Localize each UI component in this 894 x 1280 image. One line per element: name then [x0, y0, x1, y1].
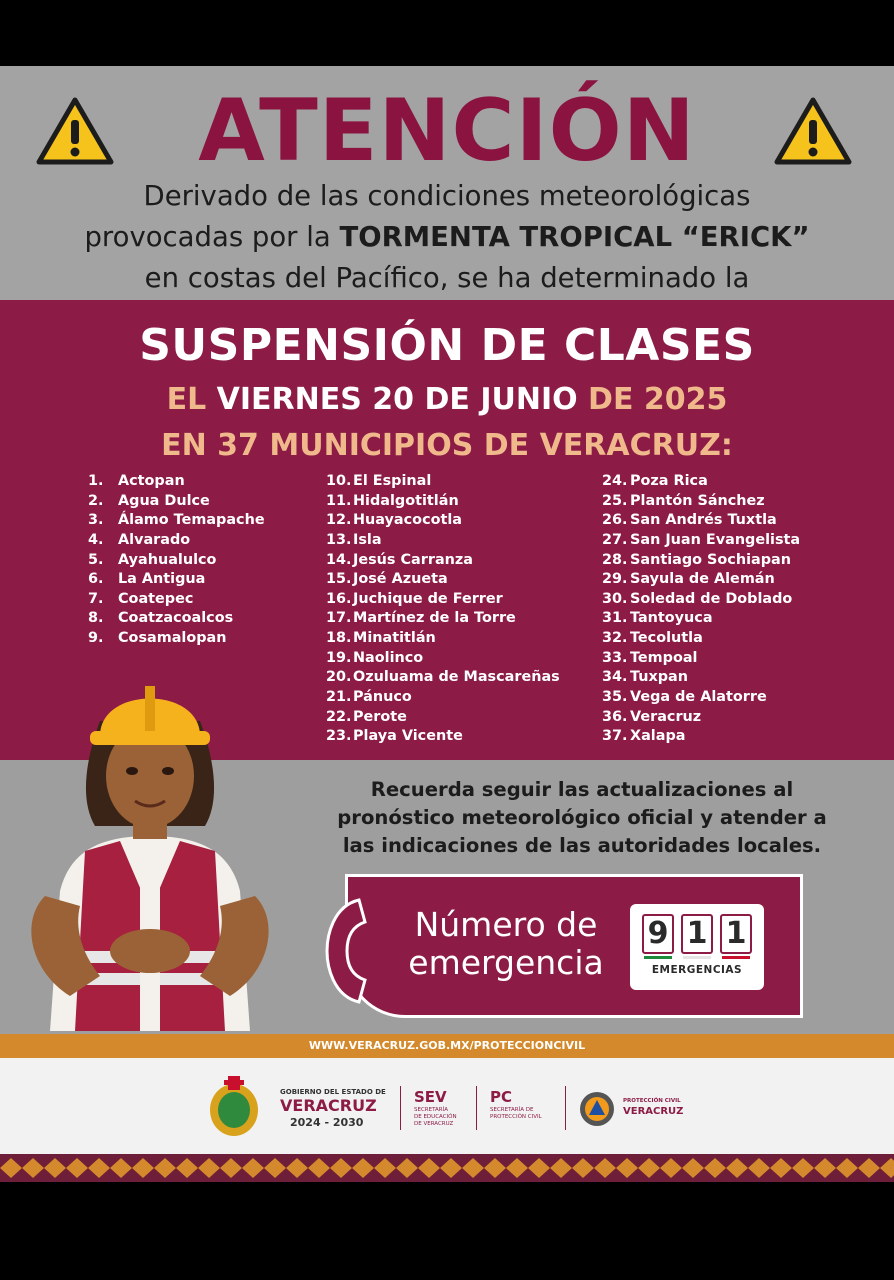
pc-subtitle-1: SECRETARÍA DE — [490, 1107, 534, 1113]
municipality-name: Plantón Sánchez — [630, 492, 765, 509]
municipality-list-1 — [88, 472, 265, 649]
municipality-number: 35. — [602, 689, 628, 706]
scope-line: EN 37 MUNICIPIOS DE VERACRUZ: — [161, 428, 733, 463]
municipality-item — [602, 727, 800, 747]
intro-line-2-text: provocadas por la — [84, 221, 340, 253]
municipality-number: 12. — [326, 512, 352, 529]
municipality-item — [326, 472, 560, 492]
municipality-item — [326, 609, 560, 629]
municipality-name: Juchique de Ferrer — [353, 590, 503, 607]
municipality-item — [602, 649, 800, 669]
municipality-item — [88, 629, 265, 649]
municipality-number: 32. — [602, 630, 628, 647]
poster — [0, 66, 894, 1182]
municipality-name: El Espinal — [353, 473, 432, 489]
municipality-name: Sayula de Alemán — [630, 571, 775, 588]
pc-logo-text: PC — [490, 1088, 513, 1106]
pcv-subtitle: PROTECCIÓN CIVIL — [623, 1098, 681, 1104]
municipality-name: Huayacocotla — [353, 512, 463, 529]
municipality-item — [602, 551, 800, 571]
gov-years-text: 2024 - 2030 — [290, 1116, 364, 1129]
municipality-name: Veracruz — [630, 708, 702, 725]
municipality-item — [326, 511, 560, 531]
divider — [400, 1086, 401, 1130]
website-url-text[interactable]: WWW.VERACRUZ.GOB.MX/PROTECCIONCIVIL — [308, 1039, 586, 1052]
municipality-name: Soledad de Doblado — [630, 590, 793, 607]
municipality-number: 4. — [88, 531, 104, 548]
municipality-number: 21. — [326, 689, 352, 706]
municipality-name: Agua Dulce — [118, 492, 210, 509]
municipality-item — [602, 668, 800, 688]
municipality-number: 26. — [602, 512, 628, 529]
intro-text — [20, 176, 874, 299]
municipality-item — [602, 629, 800, 649]
municipality-number: 34. — [602, 669, 628, 686]
municipality-item — [326, 708, 560, 728]
municipality-number: 22. — [326, 708, 352, 725]
gov-veracruz-text: VERACRUZ — [280, 1096, 377, 1115]
municipality-item — [326, 531, 560, 551]
date-year: DE 2025 — [577, 382, 728, 417]
municipality-item — [326, 688, 560, 708]
flag-stripe-white — [683, 956, 711, 959]
municipality-name: José Azueta — [353, 571, 448, 588]
municipality-number: 11. — [326, 492, 352, 509]
reminder-line-2: pronóstico meteorológico oficial y atender a — [337, 806, 827, 829]
date-line — [0, 376, 894, 424]
footer-logos — [0, 1058, 894, 1154]
municipality-item — [88, 511, 265, 531]
municipality-item — [602, 531, 800, 551]
municipality-item — [326, 590, 560, 610]
municipality-name: Hidalgotitlán — [353, 492, 459, 509]
municipality-item — [326, 649, 560, 669]
municipality-item — [88, 492, 265, 512]
headline: SUSPENSIÓN DE CLASES — [139, 320, 755, 371]
municipality-item — [88, 570, 265, 590]
reminder-text — [300, 776, 864, 860]
municipality-name: Pánuco — [353, 689, 412, 706]
municipality-list-2 — [326, 472, 560, 747]
municipality-name: Alvarado — [118, 531, 191, 548]
municipality-number: 31. — [602, 610, 628, 627]
municipality-number: 5. — [88, 551, 104, 568]
civil-protection-emblem-icon — [578, 1090, 616, 1128]
municipality-item — [326, 727, 560, 747]
municipality-number: 2. — [88, 492, 104, 509]
intro-line-1: Derivado de las condiciones meteorológicas — [143, 180, 751, 212]
municipality-name: Jesús Carranza — [353, 551, 474, 568]
sev-subtitle-3: DE VERACRUZ — [414, 1121, 454, 1127]
municipality-item — [602, 472, 800, 492]
pc-subtitle-2: PROTECCIÓN CIVIL — [490, 1114, 542, 1120]
municipality-item — [602, 609, 800, 629]
reminder-line-3: las indicaciones de las autoridades locales. — [342, 834, 822, 857]
municipality-name: Álamo Temapache — [118, 512, 265, 529]
municipality-item — [88, 590, 265, 610]
municipality-name: Tecolutla — [630, 630, 703, 647]
municipality-item — [602, 688, 800, 708]
emergency-label — [386, 906, 626, 982]
municipality-item — [88, 609, 265, 629]
emergency-911-badge — [630, 904, 764, 990]
municipality-item — [326, 668, 560, 688]
municipality-name: San Andrés Tuxtla — [630, 512, 777, 529]
badge-digit-2: 1 — [681, 914, 713, 954]
municipality-name: Coatepec — [118, 590, 194, 607]
municipality-number: 20. — [326, 669, 352, 686]
municipality-number: 27. — [602, 531, 628, 548]
municipality-name: Ayahualulco — [118, 551, 217, 568]
sev-subtitle-1: SECRETARÍA — [414, 1107, 449, 1113]
municipality-number: 24. — [602, 473, 628, 489]
website-url[interactable] — [0, 1034, 894, 1058]
municipality-name: Tuxpan — [630, 669, 689, 686]
municipality-item — [88, 551, 265, 571]
municipality-item — [326, 570, 560, 590]
decorative-border — [0, 1154, 894, 1182]
municipality-name: Ozuluama de Mascareñas — [353, 669, 560, 686]
municipality-number: 19. — [326, 649, 352, 666]
municipality-name: Cosamalopan — [118, 630, 227, 647]
date-main: VIERNES 20 DE JUNIO — [216, 382, 578, 417]
flag-stripe-red — [722, 956, 750, 959]
municipality-name: Santiago Sochiapan — [630, 551, 791, 568]
badge-digit-3: 1 — [720, 914, 752, 954]
date-prefix: EL — [166, 382, 217, 417]
divider — [565, 1086, 566, 1130]
municipality-name: Tantoyuca — [630, 610, 713, 627]
municipality-name: Tempoal — [630, 649, 698, 666]
municipality-number: 9. — [88, 630, 104, 647]
municipality-number: 3. — [88, 512, 104, 529]
flag-stripe-green — [644, 956, 672, 959]
municipality-number: 15. — [326, 571, 352, 588]
municipality-item — [326, 492, 560, 512]
municipality-name: Perote — [353, 708, 407, 725]
municipality-name: San Juan Evangelista — [630, 531, 801, 548]
sev-logo-text: SEV — [414, 1088, 447, 1106]
municipality-item — [602, 590, 800, 610]
gov-small-text: GOBIERNO DEL ESTADO DE — [280, 1088, 386, 1096]
municipality-name: Martínez de la Torre — [353, 610, 516, 627]
municipality-number: 28. — [602, 551, 628, 568]
intro-line-3: en costas del Pacífico, se ha determinado la — [144, 262, 750, 294]
municipality-name: La Antigua — [118, 571, 206, 588]
municipality-number: 33. — [602, 649, 628, 666]
municipality-name: Actopan — [118, 473, 185, 489]
sev-subtitle-2: DE EDUCACIÓN — [414, 1114, 457, 1120]
sev-subtitle — [414, 1107, 457, 1128]
municipality-number: 10. — [326, 473, 352, 489]
municipality-list-3 — [602, 472, 800, 747]
reminder-line-1: Recuerda seguir las actualizaciones al — [370, 778, 794, 801]
municipality-number: 18. — [326, 630, 352, 647]
municipality-number: 13. — [326, 531, 352, 548]
municipality-number: 25. — [602, 492, 628, 509]
page-title: ATENCIÓN — [198, 81, 696, 181]
badge-label: EMERGENCIAS — [651, 964, 743, 976]
municipality-name: Isla — [353, 531, 382, 548]
municipality-number: 36. — [602, 708, 628, 725]
municipality-name: Xalapa — [630, 728, 686, 745]
municipality-number: 17. — [326, 610, 352, 627]
municipality-item — [602, 492, 800, 512]
municipality-number: 1. — [88, 473, 104, 489]
municipality-number: 29. — [602, 571, 628, 588]
divider — [476, 1086, 477, 1130]
municipality-item — [326, 551, 560, 571]
municipality-number: 8. — [88, 610, 104, 627]
municipality-name: Vega de Alatorre — [630, 689, 767, 706]
municipality-number: 16. — [326, 590, 352, 607]
municipality-number: 14. — [326, 551, 352, 568]
municipality-number: 37. — [602, 728, 628, 745]
municipality-item — [326, 629, 560, 649]
phone-handset-icon — [323, 896, 373, 1006]
municipality-item — [602, 511, 800, 531]
municipality-number: 6. — [88, 571, 104, 588]
badge-digit-1: 9 — [642, 914, 674, 954]
pc-subtitle — [490, 1107, 542, 1121]
municipality-number: 7. — [88, 590, 104, 607]
veracruz-coat-of-arms-icon — [206, 1074, 262, 1138]
municipality-item — [88, 531, 265, 551]
municipality-number: 30. — [602, 590, 628, 607]
storm-name: TORMENTA TROPICAL “ERICK” — [339, 221, 810, 253]
municipality-name: Playa Vicente — [353, 728, 463, 745]
municipality-name: Coatzacoalcos — [118, 610, 234, 627]
municipality-name: Poza Rica — [630, 473, 708, 489]
pcv-veracruz-text: VERACRUZ — [623, 1106, 684, 1117]
municipality-item — [602, 570, 800, 590]
municipality-item — [88, 472, 265, 492]
worker-illustration — [0, 651, 300, 1031]
emergency-label-line-2: emergencia — [408, 943, 604, 982]
municipality-name: Minatitlán — [353, 630, 436, 647]
emergency-label-line-1: Número de — [414, 905, 598, 944]
municipality-name: Naolinco — [353, 649, 424, 666]
municipality-item — [602, 708, 800, 728]
intro-line-2 — [20, 217, 874, 258]
municipality-number: 23. — [326, 728, 352, 745]
